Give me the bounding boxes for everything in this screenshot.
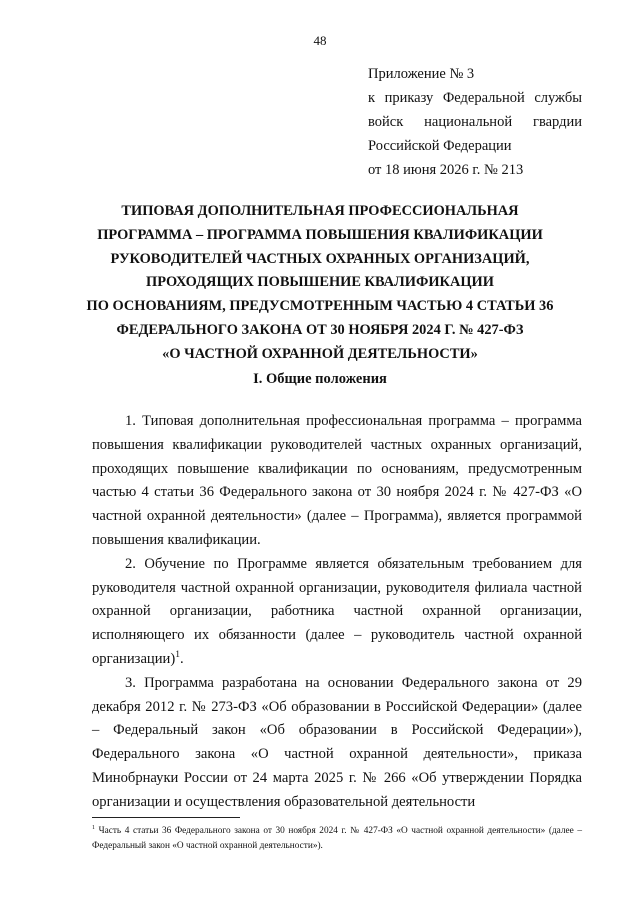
paragraph-2-end: . bbox=[179, 650, 184, 667]
document-title bbox=[60, 200, 580, 367]
page-number: 48 bbox=[313, 33, 327, 48]
paragraph-1: 1. Типовая дополнительная профессиональная программа – программа повышения квалификации руководителей частных охранных организаций, проходящих повышение квалификации по основаниям, предусмотренным частью 4 статьи 36 Федерального закона от 30 ноября 2024 г. № 427-ФЗ «О частной охранной деятельности» (далее – Программа), является программой повышения квалификации. bbox=[92, 413, 582, 548]
appendix-block bbox=[368, 62, 582, 182]
appendix-country-line: Российской Федерации bbox=[368, 138, 512, 154]
appendix-order-line: к приказу Федеральной службы bbox=[368, 90, 582, 106]
title-line: ПО ОСНОВАНИЯМ, ПРЕДУСМОТРЕННЫМ ЧАСТЬЮ 4 СТАТЬИ 36 bbox=[86, 298, 554, 315]
title-line: «О ЧАСТНОЙ ОХРАННОЙ ДЕЯТЕЛЬНОСТИ» bbox=[162, 345, 478, 362]
footnote-divider bbox=[92, 817, 240, 818]
title-line: ТИПОВАЯ ДОПОЛНИТЕЛЬНАЯ ПРОФЕССИОНАЛЬНАЯ bbox=[121, 203, 519, 219]
appendix-agency-line: войск национальной гвардии bbox=[368, 114, 582, 130]
paragraph-2-text: 2. Обучение по Программе является обязательным требованием для руководителя частной охранной организации, руководителя филиала частной охранной организации, работника частной охранной организации, исполняющего их обязанности (далее – руководитель частной охранной организации) bbox=[92, 555, 582, 667]
section-heading: I. Общие положения bbox=[253, 371, 387, 387]
footnote-reference: 1 bbox=[175, 650, 180, 661]
footnote-text: Часть 4 статьи 36 Федерального закона от 30 ноября 2024 г. № 427-ФЗ «О частной охранной деятельности» (далее – Федеральный закон «О частной охранной деятельности»). bbox=[92, 826, 582, 851]
title-line: ПРОХОДЯЩИХ ПОВЫШЕНИЕ КВАЛИФИКАЦИИ bbox=[146, 274, 494, 291]
appendix-date-line: от 18 июня 2026 г. № 213 bbox=[368, 162, 524, 178]
document-body bbox=[92, 410, 582, 815]
footnote bbox=[92, 824, 582, 854]
title-line: ПРОГРАММА – ПРОГРАММА ПОВЫШЕНИЯ КВАЛИФИКАЦИИ bbox=[97, 226, 543, 243]
paragraph-2 bbox=[92, 553, 582, 672]
appendix-label: Приложение № 3 bbox=[368, 66, 475, 82]
footnote-marker: 1 bbox=[92, 824, 96, 831]
title-line: РУКОВОДИТЕЛЕЙ ЧАСТНЫХ ОХРАННЫХ ОРГАНИЗАЦИЙ, bbox=[110, 250, 530, 267]
paragraph-3: 3. Программа разработана на основании Федерального закона от 29 декабря 2012 г. № 273-ФЗ «Об образовании в Российской Федерации» (далее – Федеральный закон «Об образовании в Российской Федерации»), Федерального закона «О частной охранной деятельности», приказа Минобрнауки России от 24 марта 2025 г. № 266 «Об утверждении Порядка организации и осуществления образовательной деятельности bbox=[92, 674, 582, 810]
title-line: ФЕДЕРАЛЬНОГО ЗАКОНА ОТ 30 НОЯБРЯ 2024 Г. № 427-ФЗ bbox=[116, 321, 524, 338]
